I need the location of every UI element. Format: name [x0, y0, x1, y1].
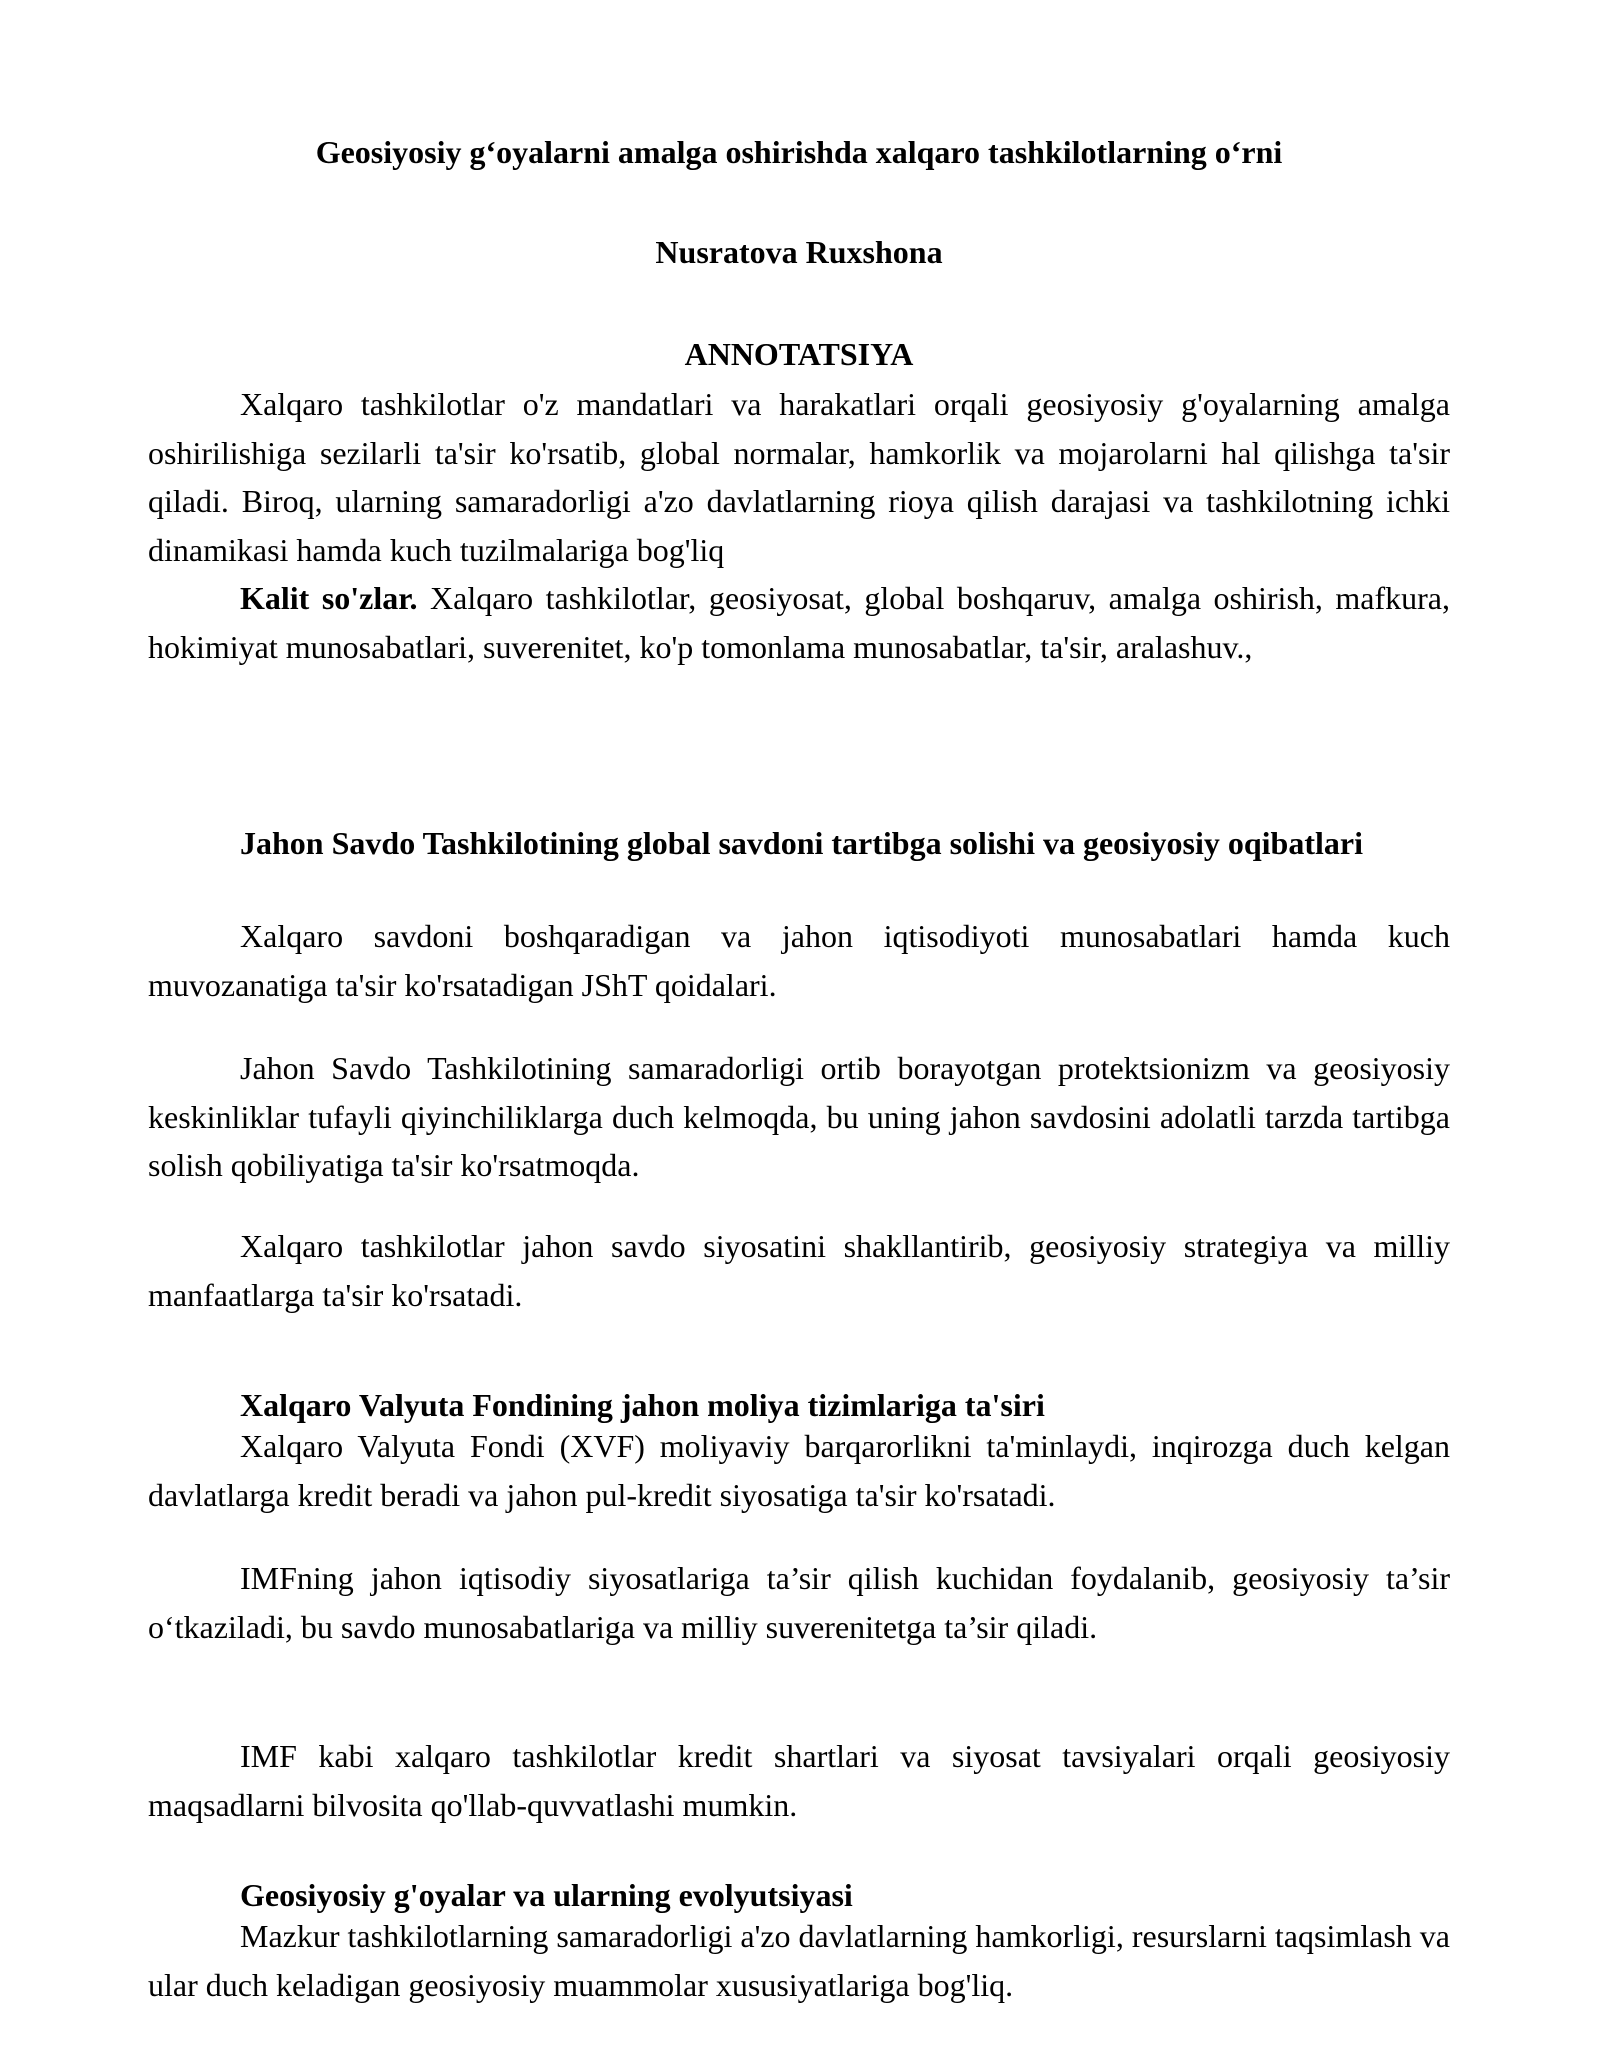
keywords-label: Kalit so'zlar. — [240, 580, 418, 616]
document-title: Geosiyosiy g‘oyalarni amalga oshirishda xalqaro tashkilotlarning o‘rni — [315, 134, 1283, 170]
section-heading-geopolitical-ideas: Geosiyosiy g'oyalar va ularning evolyutsiyasi — [240, 1877, 853, 1913]
section-paragraph: Mazkur tashkilotlarning samaradorligi a'zo davlatlarning hamkorligi, resurslarni taqsimlash va ular duch keladigan geosiyosiy muammolar xususiyatlariga bog'liq. — [148, 1918, 1450, 2003]
author-name: Nusratova Ruxshona — [655, 234, 943, 270]
keywords-text: Xalqaro tashkilotlar, geosiyosat, global boshqaruv, amalga oshirish, mafkura, hokimiyat munosabatlari, suverenitet, ko'p tomonlama munosabatlar, ta'sir, aralashuv., — [148, 580, 1451, 665]
section-paragraph: Xalqaro tashkilotlar jahon savdo siyosatini shakllantirib, geosiyosiy strategiya va milliy manfaatlarga ta'sir ko'rsatadi. — [148, 1228, 1450, 1313]
section-paragraph: Jahon Savdo Tashkilotining samaradorligi ortib borayotgan protektsionizm va geosiyosiy keskinliklar tufayli qiyinchiliklarga duch kelmoqda, bu uning jahon savdosini adolatli tarzda tartibga solish qobiliyatiga ta'sir ko'rsatmoqda. — [148, 1050, 1450, 1183]
annotation-paragraph: Xalqaro tashkilotlar o'z mandatlari va harakatlari orqali geosiyosiy g'oyalarning amalga oshirilishiga sezilarli ta'sir ko'rsatib, global normalar, hamkorlik va mojarolarni hal qilishga ta'sir qiladi. Biroq, ularning samaradorligi a'zo davlatlarning rioya qilish darajasi va tashkilotning ichki dinamikasi hamda kuch tuzilmalariga bog'liq — [148, 386, 1450, 568]
section-paragraph: Xalqaro savdoni boshqaradigan va jahon iqtisodiyoti munosabatlari hamda kuch muvozanatiga ta'sir ko'rsatadigan JShT qoidalari. — [148, 918, 1450, 1003]
annotation-heading: ANNOTATSIYA — [684, 336, 914, 372]
section-heading-wto: Jahon Savdo Tashkilotining global savdoni tartibga solishi va geosiyosiy oqibatlari — [240, 825, 1363, 861]
section-paragraph: IMFning jahon iqtisodiy siyosatlariga ta’sir qilish kuchidan foydalanib, geosiyosiy ta’sir o‘tkaziladi, bu savdo munosabatlariga va milliy suverenitetga ta’sir qiladi. — [148, 1560, 1450, 1645]
keywords-paragraph — [148, 574, 1450, 671]
section-paragraph: Xalqaro Valyuta Fondi (XVF) moliyaviy barqarorlikni ta'minlaydi, inqirozga duch kelgan davlatlarga kredit beradi va jahon pul-kredit siyosatiga ta'sir ko'rsatadi. — [148, 1428, 1450, 1513]
section-heading-imf: Xalqaro Valyuta Fondining jahon moliya tizimlariga ta'siri — [240, 1387, 1045, 1423]
section-paragraph: IMF kabi xalqaro tashkilotlar kredit shartlari va siyosat tavsiyalari orqali geosiyosiy maqsadlarni bilvosita qo'llab-quvvatlashi mumkin. — [148, 1738, 1450, 1823]
